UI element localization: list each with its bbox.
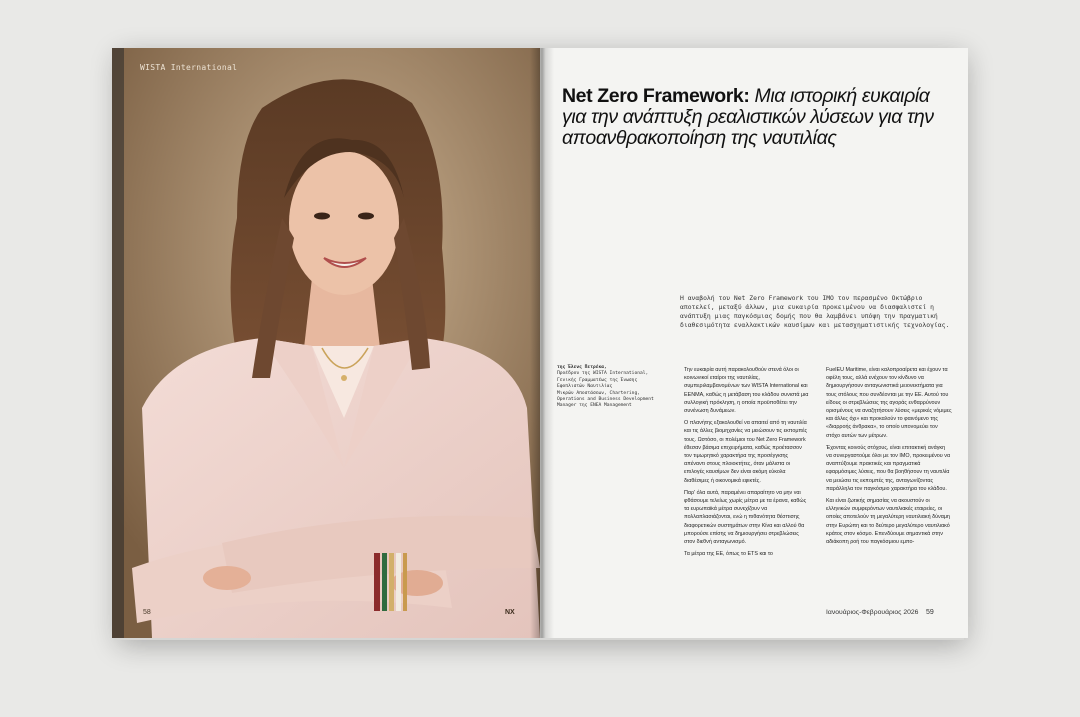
caption-line: Manager της ENEA Management <box>557 403 632 409</box>
issue-date: Ιανουάριος-Φεβρουάριος 2026 <box>826 609 919 616</box>
section-label: WISTA International <box>140 63 238 72</box>
body-column-2 <box>826 366 952 550</box>
caption-line: Μικρών Αποστάσεων, Chartering, <box>557 390 640 396</box>
body-paragraph: Και είναι ζωτικής σημασίας να ακουστούν οι ελληνικών συμφερόντων ναυτιλιακές εταιρείες, οι οποίες αποτελούν τη μεγαλύτερη ναυτιλιακή δύναμη στην Ευρώπη και το δεύτερο μεγαλύτερο ναυτιλιακό κράτος στον κόσμο. Επενδύουμε σημαντικά στην αδιάκοπη ροή του παγκόσμιου εμπο- <box>826 498 950 546</box>
body-paragraph: Την ευκαιρία αυτή παρακολουθούν στενά όλοι οι κοινωνικοί εταίροι της ναυτιλίας, συμπεριλαμβανομένων των WISTA International και ΕΕΝΜΑ, καθώς η μετάβαση του κλάδου συνιστά μια συλλογική πρόκληση, η οποία προϋποθέτει την συνένωση δυνάμεων. <box>684 367 809 415</box>
footer-mark: NX <box>505 609 515 616</box>
article-title <box>562 86 946 149</box>
body-paragraph: Έχοντας κοινούς στόχους, είναι επιτακτική ανάγκη να συνεργαστούμε όλοι με τον IMO, προκειμένου να αναπτύξουμε πρακτικές και πραγματικά εφαρμόσιμες λύσεις, που θα βοηθήσουν τη ναυτιλία να μειώσει τις εκπομπές της, ανταγωνίζοντας παράλληλα τον παγκόσμιο χαρακτήρα του κλάδου. <box>826 444 951 492</box>
body-paragraph: Ο πλανήτης εξακολουθεί να απαιτεί από τη ναυτιλία και τις άλλες βιομηχανίες να μειώσουν τις εκπομπές τους. Ωστόσο, οι πολέμιοι του Net Zero Framework έθεσαν βάσιμα επιχειρήματα, καθώς προέτασσον τον τιμωρητικό χαρακτήρα της προσέγγισης απέναντι στους πλοιοκτήτες, όταν μάλιστα οι επιλογές καυσίμων δεν είναι ακόμη εύκολα διαθέσιμες ή οικονομικά εφικτές. <box>684 420 808 484</box>
page-number-left: 58 <box>143 609 151 616</box>
caption-line: Εφοπλιστών Ναυτιλίας <box>557 384 613 390</box>
body-paragraph: Παρ' όλα αυτά, παραμένει απαραίτητο να μην ναι φθάσουμε τελείως χωρίς μέτρα με τα έρανα, καθώς τα ευρωπαϊκά μέτρα συνεχίζουν να πολλαπλασιάζονται, ενώ η πιθανότητα θέσπισης διαφορετικών συστημάτων στην Κίνα και αλλού θα μπορούσε επίσης να δημιουργήσει στρεβλώσεις στον διεθνή ανταγωνισμό. <box>684 489 807 546</box>
body-paragraph: FuelEU Maritime, είναι καλοπροαίρετα και έχουν τα οφέλη τους, αλλά ενέχουν τον κίνδυνο να δημιουργήσουν ανταγωνιστικά μειονεκτήματα για τους στόλους που συνδέονται με την ΕΕ. Αυτού του είδους οι στρεβλώσεις της αγοράς ενθαρρύνουν ορισμένους να αναζητήσουν λύσεις «μερικές νόμιμες και άλλες όχι» και προκαλούν το φαινόμενο της «διαρροής άνθρακα», το οποίο υπονομεύει τον στόχο αυτών των μέτρων. <box>826 367 952 439</box>
lead-paragraph: Η αναβολή του Net Zero Framework του IMO τον περασμένο Οκτώβριο αποτελεί, μεταξύ άλλων, μια ευκαιρία προκειμένου να διασφαλιστεί η ανάπτυξη μιας παγκόσμιας δομής που θα λαμβάνει υπόψη την πραγματική διαθεσιμότητα εναλλακτικών καυσίμων και μετασχηματιστικής τεχνολογίας. <box>680 294 950 329</box>
caption-line: Operations and Business Development <box>557 397 654 403</box>
caption-line: Προέδρου της WISTA International, <box>557 371 649 377</box>
title-italic: Μια ιστορική ευκαιρία για την ανάπτυξη ρεαλιστικών λύσεων για την απoανθρακοποίηση της ναυτιλίας <box>562 85 934 149</box>
portrait-photo <box>112 48 540 638</box>
title-bold: Net Zero Framework: <box>562 85 750 107</box>
body-paragraph: Τα μέτρα της ΕΕ, όπως το ETS και το <box>684 551 773 558</box>
body-column-1 <box>684 366 810 562</box>
photo-caption <box>557 365 667 410</box>
caption-line: Γενικής Γραμματέως της Ένωσης <box>557 377 638 383</box>
gutter-shadow <box>530 48 554 638</box>
caption-name: της Έλενς Πετρέκα, <box>557 365 607 370</box>
page-number-right: 59 <box>926 609 934 616</box>
